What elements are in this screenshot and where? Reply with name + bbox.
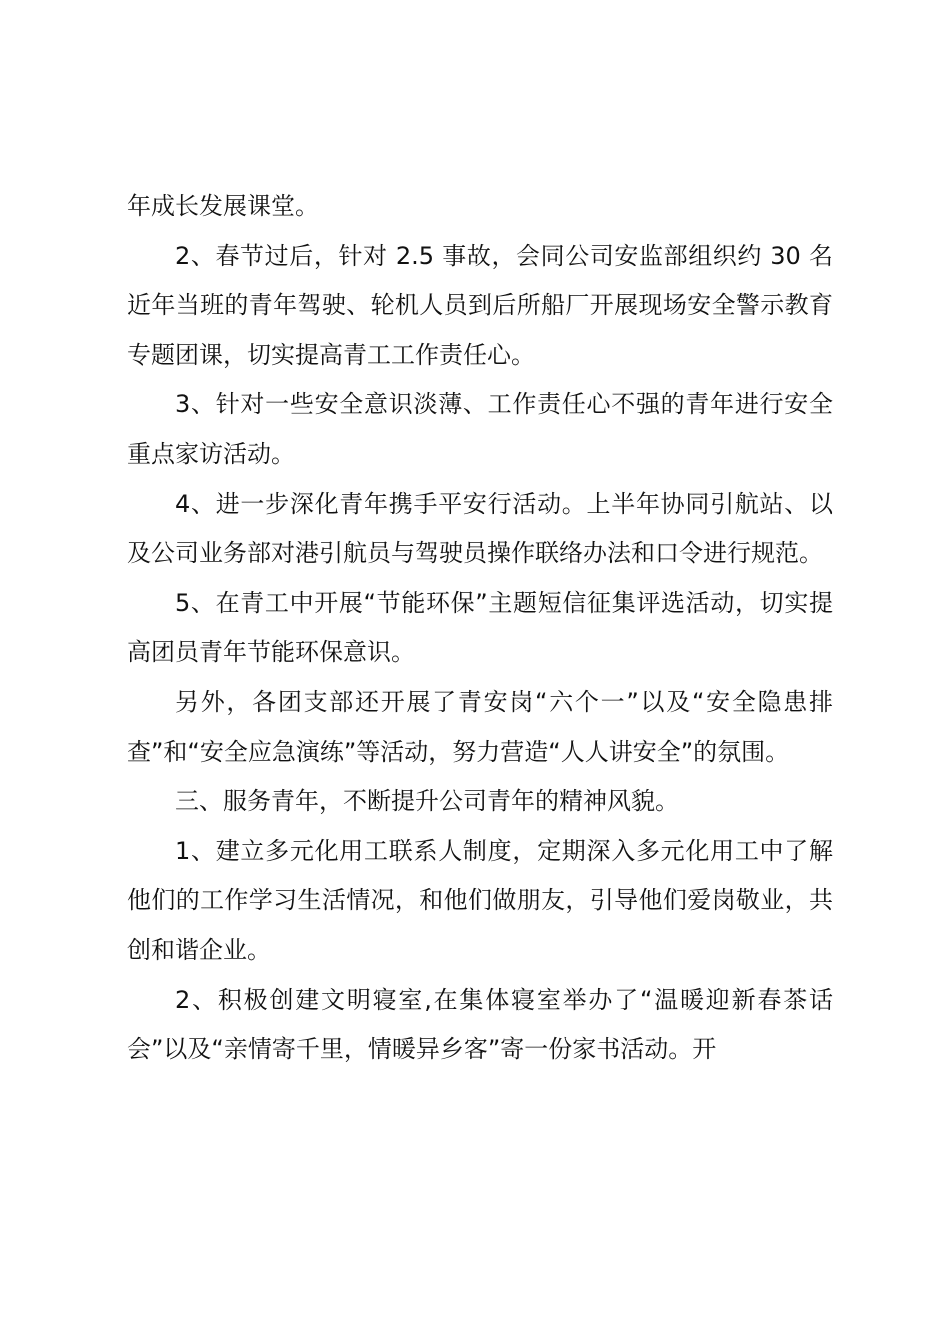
- paragraph-item-2-spring-festival: 2、春节过后，针对 2.5 事故，会同公司安监部组织约 30 名近年当班的青年驾驶、轮机人员到后所船厂开展现场安全警示教育专题团课，切实提高青工工作责任心。: [127, 241, 833, 369]
- paragraph-item-1-contact-system: 1、建立多元化用工联系人制度，定期深入多元化用工中了解他们的工作学习生活情况，和他们做朋友，引导他们爱岗敬业，共创和谐企业。: [127, 836, 833, 964]
- paragraph-item-5-energy-saving: 5、在青工中开展“节能环保”主题短信征集评选活动，切实提高团员青年节能环保意识。: [127, 588, 833, 667]
- paragraph-item-3-home-visits: 3、针对一些安全意识淡薄、工作责任心不强的青年进行安全重点家访活动。: [127, 390, 833, 468]
- paragraph-continuation: 年成长发展课堂。: [127, 192, 319, 220]
- paragraph-item-4-safe-travel: 4、进一步深化青年携手平安行活动。上半年协同引航站、以及公司业务部对港引航员与驾驶员操作联络办法和口令进行规范。: [127, 489, 833, 568]
- paragraph-item-2-dormitory: 2、积极创建文明寝室,在集体寝室举办了“温暖迎新春茶话会”以及“亲情寄千里，情暖异乡客”寄一份家书活动。开: [127, 985, 833, 1064]
- document-body: [127, 182, 833, 1075]
- paragraph-additional-activities: 另外，各团支部还开展了青安岗“六个一”以及“安全隐患排查”和“安全应急演练”等活动，努力营造“人人讲安全”的氛围。: [127, 687, 833, 766]
- section-heading-serve-youth: 三、服务青年，不断提升公司青年的精神风貌。: [175, 787, 679, 816]
